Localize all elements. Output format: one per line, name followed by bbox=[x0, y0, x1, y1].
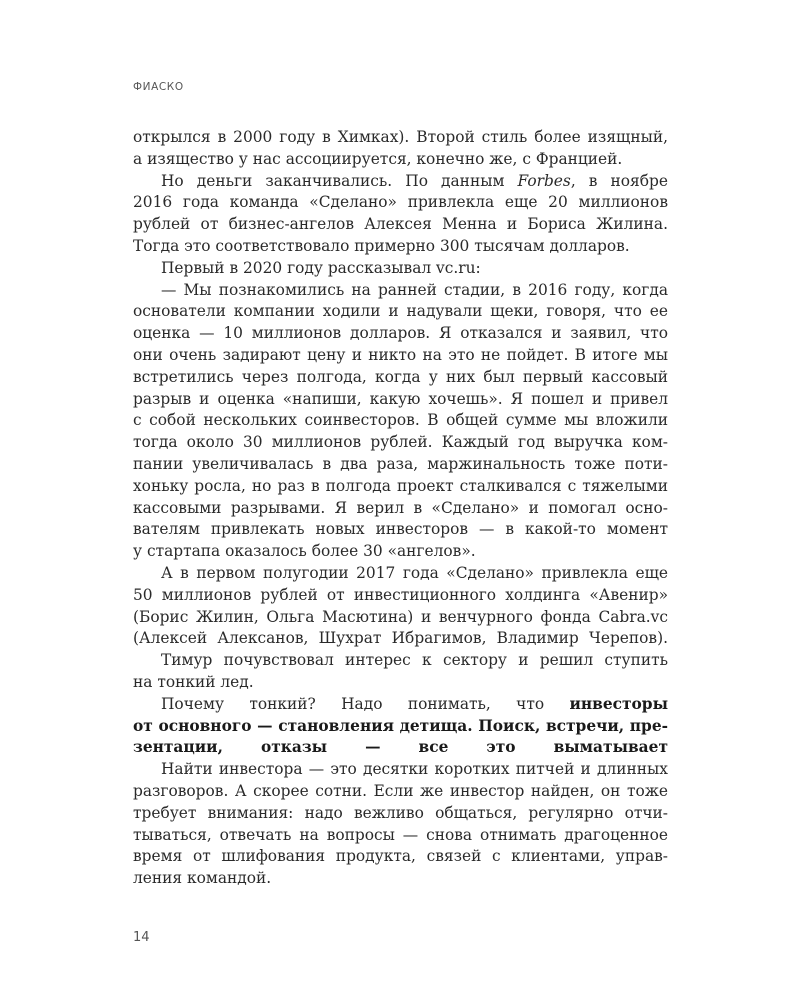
text-span: , в ноябре bbox=[570, 171, 668, 190]
text-line: ления командой. bbox=[133, 869, 272, 888]
text-line: на тонкий лед. bbox=[133, 672, 254, 691]
text-line bbox=[133, 171, 668, 193]
text-line: вателям привлекать новых инвесторов — в какой-то момент bbox=[133, 520, 668, 539]
text-line: тываться, отвечать на вопросы — снова отнимать драгоценное bbox=[133, 825, 668, 844]
text-line: хоньку росла, но раз в полгода проект сталкивался с тяжелыми bbox=[133, 476, 668, 495]
text-span: Почему тонкий? Надо понимать, что bbox=[161, 694, 570, 713]
text-line: требует внимания: надо вежливо общаться, регулярно отчи- bbox=[133, 803, 668, 822]
text-line: разрыв и оценка «напиши, какую хочешь». Я пошел и привел bbox=[133, 389, 668, 408]
text-line: кассовыми разрывами. Я верил в «Сделано» и помогал осно- bbox=[133, 498, 668, 517]
text-line: разговоров. А скорее сотни. Если же инвестор найден, он тоже bbox=[133, 781, 668, 800]
text-line bbox=[133, 737, 668, 759]
text-line: тогда около 30 миллионов рублей. Каждый год выручка ком- bbox=[133, 433, 668, 452]
text-line: а изящество у нас ассоциируется, конечно же, с Францией. bbox=[133, 149, 623, 168]
body-text bbox=[133, 127, 668, 890]
text-line: Первый в 2020 году рассказывал vc.ru: bbox=[161, 258, 481, 277]
text-line: основатели компании ходили и надували щеки, говоря, что ее bbox=[133, 302, 668, 321]
text-line: Тимур почувствовал интерес к сектору и решил ступить bbox=[161, 651, 668, 670]
text-line: оценка — 10 миллионов долларов. Я отказался и заявил, что bbox=[133, 324, 668, 343]
text-line: 2016 года команда «Сделано» привлекла еще 20 миллионов bbox=[133, 193, 668, 212]
text-line: встретились через полгода, когда у них был первый кассовый bbox=[133, 367, 668, 386]
text-line: они очень задирают цену и никто на это не пойдет. В итоге мы bbox=[133, 345, 668, 364]
italic-source-name: Forbes bbox=[517, 171, 571, 190]
text-span: Но деньги заканчивались. По данным bbox=[161, 171, 518, 190]
text-line: — Мы познакомились на ранней стадии, в 2016 году, когда bbox=[161, 280, 668, 299]
text-line: А в первом полугодии 2017 года «Сделано» привлекла еще bbox=[161, 563, 668, 582]
text-line: открылся в 2000 году в Химках). Второй стиль более изящный, bbox=[133, 128, 668, 146]
bold-emphasis: инвесторы bbox=[569, 694, 668, 713]
text-line: рублей от бизнес-ангелов Алексея Менна и Бориса Жилина. bbox=[133, 215, 668, 234]
text-line: пании увеличивалась в два раза, маржинальность тоже поти- bbox=[133, 454, 668, 473]
page-number: 14 bbox=[133, 930, 150, 945]
text-line: Найти инвестора — это десятки коротких питчей и длинных bbox=[161, 760, 668, 779]
text-line: (Борис Жилин, Ольга Масютина) и венчурного фонда Cabra.vc bbox=[133, 607, 668, 626]
bold-emphasis: зентации, отказы — все это выматывает bbox=[133, 738, 668, 757]
text-line bbox=[133, 694, 668, 716]
text-line: с собой нескольких соинвесторов. В общей сумме мы вложили bbox=[133, 411, 668, 430]
text-line bbox=[133, 716, 668, 738]
text-line: (Алексей Алексанов, Шухрат Ибрагимов, Владимир Черепов). bbox=[133, 629, 668, 648]
text-line: у стартапа оказалось более 30 «ангелов». bbox=[133, 542, 476, 561]
bold-emphasis: от основного — становления детища. Поиск, встречи, пре- bbox=[133, 716, 668, 735]
text-line: Тогда это соответствовало примерно 300 тысячам долларов. bbox=[133, 236, 630, 255]
text-line: время от шлифования продукта, связей с клиентами, управ- bbox=[133, 847, 668, 866]
text-line: 50 миллионов рублей от инвестиционного холдинга «Авенир» bbox=[133, 585, 668, 604]
running-head-title: ФИАСКО bbox=[133, 81, 184, 93]
